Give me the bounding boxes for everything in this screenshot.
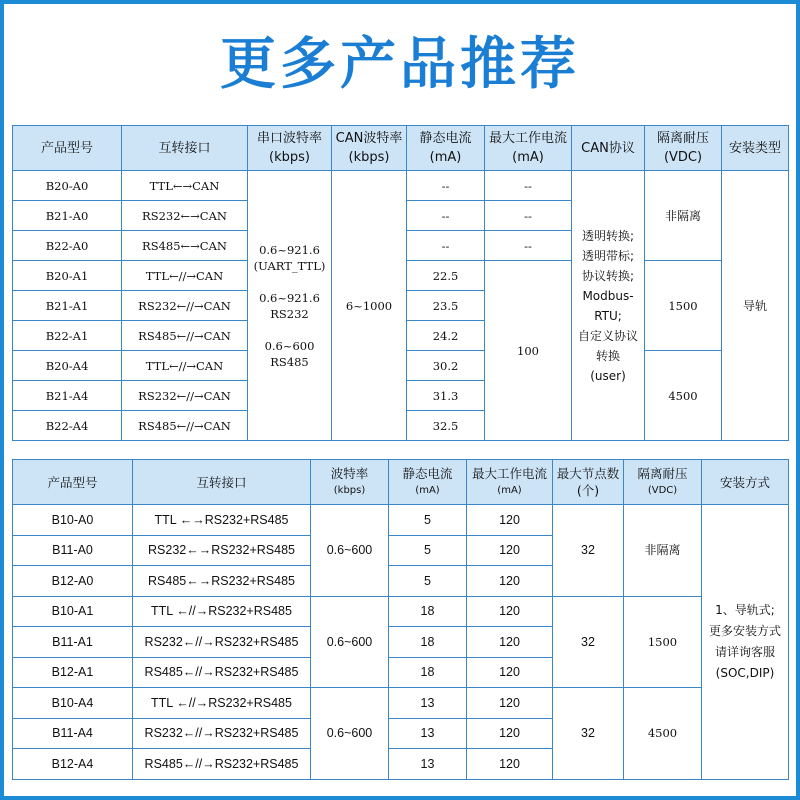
model-cell: B22-A4	[13, 411, 122, 441]
interface-cell: RS485←//→RS232+RS485	[133, 749, 311, 780]
static-current-cell: 5	[389, 505, 467, 536]
baud-cell: 0.6~600	[311, 596, 389, 688]
interface-cell: RS485←//→CAN	[122, 411, 248, 441]
can-protocol-cell: 透明转换; 透明带标; 协议转换; Modbus- RTU; 自定义协议 转换 (user)	[572, 171, 645, 441]
model-cell: B21-A4	[13, 381, 122, 411]
interface-cell: RS485←//→CAN	[122, 321, 248, 351]
max-current-cell: --	[485, 171, 572, 201]
model-cell: B22-A0	[13, 231, 122, 261]
max-current-cell: 120	[467, 749, 553, 780]
model-cell: B12-A4	[13, 749, 133, 780]
interface-cell: TTL ←→RS232+RS485	[133, 505, 311, 536]
static-current-cell: --	[407, 231, 485, 261]
static-current-cell: --	[407, 201, 485, 231]
model-cell: B20-A4	[13, 351, 122, 381]
isolation-cell: 非隔离	[624, 505, 702, 597]
model-cell: B10-A1	[13, 596, 133, 627]
table1-header-row	[13, 126, 789, 171]
max-nodes-cell: 32	[553, 688, 624, 780]
interface-cell: RS232←//→RS232+RS485	[133, 718, 311, 749]
interface-cell: RS232←//→CAN	[122, 291, 248, 321]
static-current-cell: 18	[389, 657, 467, 688]
isolation-cell: 非隔离	[645, 171, 722, 261]
isolation-cell: 4500	[624, 688, 702, 780]
t2-header-isolation: 隔离耐压 (VDC)	[624, 460, 702, 505]
interface-cell: TTL ←//→RS232+RS485	[133, 688, 311, 719]
max-current-cell: 120	[467, 566, 553, 597]
model-cell: B12-A0	[13, 566, 133, 597]
can-baud-cell: 6~1000	[332, 171, 407, 441]
static-current-cell: 13	[389, 718, 467, 749]
isolation-cell: 4500	[645, 351, 722, 441]
static-current-cell: 5	[389, 566, 467, 597]
max-nodes-cell: 32	[553, 596, 624, 688]
t1-header-static-current: 静态电流 (mA)	[407, 126, 485, 171]
max-current-cell: 120	[467, 688, 553, 719]
static-current-cell: 23.5	[407, 291, 485, 321]
t1-header-can-baud: CAN波特率 (kbps)	[332, 126, 407, 171]
model-cell: B21-A1	[13, 291, 122, 321]
page-title: 更多产品推荐	[220, 32, 580, 97]
t2-header-interface: 互转接口	[133, 460, 311, 505]
interface-cell: TTL←//→CAN	[122, 261, 248, 291]
t1-header-interface: 互转接口	[122, 126, 248, 171]
interface-cell: TTL←→CAN	[122, 171, 248, 201]
t1-header-isolation: 隔离耐压 (VDC)	[645, 126, 722, 171]
interface-cell: RS232←→RS232+RS485	[133, 535, 311, 566]
model-cell: B20-A1	[13, 261, 122, 291]
t1-header-mount: 安装类型	[722, 126, 789, 171]
interface-cell: RS232←→CAN	[122, 201, 248, 231]
t2-header-mount: 安装方式	[702, 460, 789, 505]
model-cell: B12-A1	[13, 657, 133, 688]
table-row	[13, 505, 789, 536]
t2-header-model: 产品型号	[13, 460, 133, 505]
model-cell: B11-A4	[13, 718, 133, 749]
static-current-cell: 31.3	[407, 381, 485, 411]
model-cell: B10-A4	[13, 688, 133, 719]
t2-header-static-current: 静态电流 (mA)	[389, 460, 467, 505]
static-current-cell: 24.2	[407, 321, 485, 351]
static-current-cell: --	[407, 171, 485, 201]
model-cell: B10-A0	[13, 505, 133, 536]
model-cell: B20-A0	[13, 171, 122, 201]
interface-cell: RS485←//→RS232+RS485	[133, 657, 311, 688]
max-current-cell: 100	[485, 261, 572, 441]
isolation-cell: 1500	[645, 261, 722, 351]
baud-cell: 0.6~600	[311, 505, 389, 597]
mount-cell: 导轨	[722, 171, 789, 441]
max-current-cell: 120	[467, 535, 553, 566]
t1-header-can-protocol: CAN协议	[572, 126, 645, 171]
static-current-cell: 22.5	[407, 261, 485, 291]
table2-header-row	[13, 460, 789, 505]
model-cell: B21-A0	[13, 201, 122, 231]
interface-cell: RS485←→CAN	[122, 231, 248, 261]
static-current-cell: 13	[389, 688, 467, 719]
interface-cell: RS232←//→RS232+RS485	[133, 627, 311, 658]
static-current-cell: 30.2	[407, 351, 485, 381]
max-current-cell: 120	[467, 505, 553, 536]
static-current-cell: 18	[389, 596, 467, 627]
table-row	[13, 688, 789, 719]
isolation-cell: 1500	[624, 596, 702, 688]
max-nodes-cell: 32	[553, 505, 624, 597]
static-current-cell: 13	[389, 749, 467, 780]
t2-header-baud: 波特率 (kbps)	[311, 460, 389, 505]
interface-cell: RS232←//→CAN	[122, 381, 248, 411]
t2-header-max-nodes: 最大节点数 (个)	[553, 460, 624, 505]
t1-header-model: 产品型号	[13, 126, 122, 171]
t1-header-max-current: 最大工作电流 (mA)	[485, 126, 572, 171]
serial-baud-cell: 0.6~921.6 (UART_TTL) 0.6~921.6 RS232 0.6~600 RS485	[248, 171, 332, 441]
table-row	[13, 596, 789, 627]
model-cell: B22-A1	[13, 321, 122, 351]
model-cell: B11-A0	[13, 535, 133, 566]
static-current-cell: 32.5	[407, 411, 485, 441]
max-current-cell: 120	[467, 627, 553, 658]
interface-cell: TTL←//→CAN	[122, 351, 248, 381]
static-current-cell: 5	[389, 535, 467, 566]
max-current-cell: --	[485, 201, 572, 231]
interface-cell: TTL ←//→RS232+RS485	[133, 596, 311, 627]
mount-cell: 1、导轨式; 更多安装方式 请详询客服 (SOC,DIP)	[702, 505, 789, 780]
model-cell: B11-A1	[13, 627, 133, 658]
max-current-cell: 120	[467, 657, 553, 688]
t2-header-max-current: 最大工作电流 (mA)	[467, 460, 553, 505]
interface-cell: RS485←→RS232+RS485	[133, 566, 311, 597]
baud-cell: 0.6~600	[311, 688, 389, 780]
max-current-cell: 120	[467, 718, 553, 749]
max-current-cell: 120	[467, 596, 553, 627]
can-product-table	[12, 125, 789, 441]
max-current-cell: --	[485, 231, 572, 261]
table-row	[13, 171, 789, 201]
static-current-cell: 18	[389, 627, 467, 658]
serial-product-table	[12, 459, 789, 780]
t1-header-serial-baud: 串口波特率 (kbps)	[248, 126, 332, 171]
